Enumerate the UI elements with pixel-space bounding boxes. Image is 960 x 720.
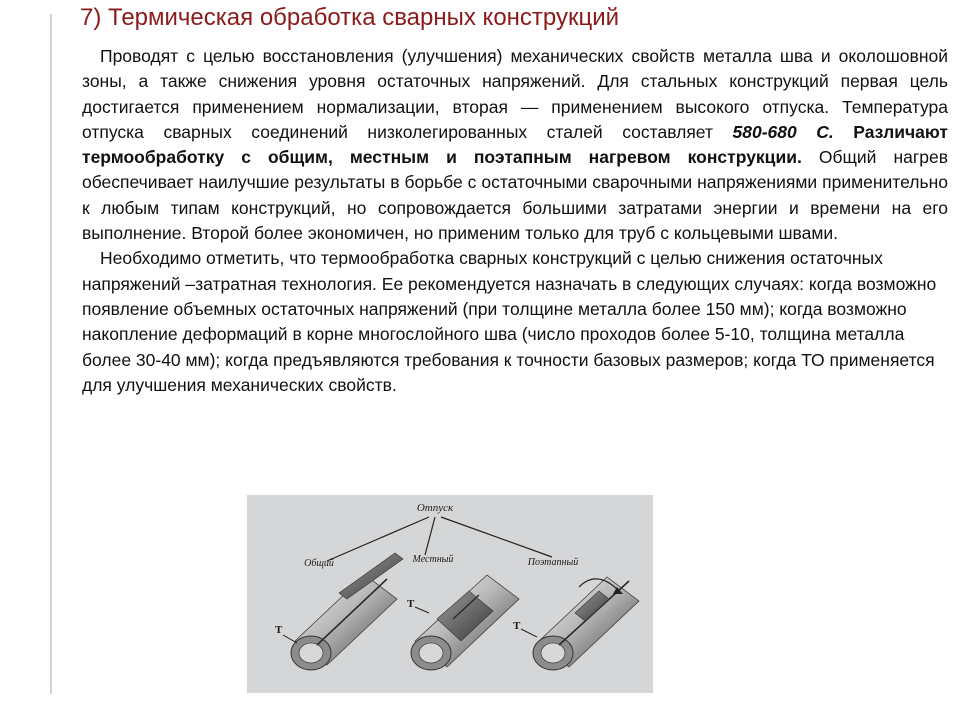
root-label: Отпуск bbox=[416, 502, 454, 514]
t-leader-general bbox=[283, 635, 297, 643]
tempering-diagram-svg bbox=[247, 495, 653, 693]
body-text bbox=[82, 44, 948, 398]
t-leader-local bbox=[415, 607, 429, 613]
temperature-range: 580-680 С. bbox=[732, 121, 834, 142]
branch-label-general: Общий bbox=[304, 558, 334, 569]
pipe-stepwise bbox=[513, 577, 639, 670]
heating-types-statement: Различают термообработку с общим, местным и поэтапным нагревом конструкции. bbox=[82, 121, 948, 168]
paragraph-2: Необходимо отметить, что термообработка сварных конструкций с целью снижения остаточных напряжений –затратная технология. Ее рекомендуется назначать в следующих случаях: когда возможно появление объемных остаточных напряжений (при толщине металла более 150 мм); когда возможно накопление деформаций в корне многослойного шва (число проходов более 5-10, толщина металла более 30-40 мм); когда предъявляются требования к точности базовых размеров; когда ТО применяется для улучшения механических свойств. bbox=[82, 248, 937, 395]
branch-line-local bbox=[425, 517, 435, 555]
t-label-stepwise: T bbox=[513, 620, 521, 632]
paragraph-1 bbox=[82, 44, 948, 246]
branch-label-local: Местный bbox=[412, 554, 454, 565]
left-rule bbox=[50, 14, 52, 694]
branch-line-stepwise bbox=[441, 517, 552, 557]
t-leader-stepwise bbox=[521, 629, 537, 637]
branch-label-stepwise: Поэтапный bbox=[527, 557, 579, 568]
paragraph-1-intro: Проводят с целью восстановления (улучшения) механических свойств металла шва и околошовной зоны, а также снижения уровня остаточных напряжений. Для стальных конструкций первая цель достигается применением нормализации, вторая — применением высокого отпуска. Температура отпуска сварных соединений низколегированных сталей составляет bbox=[82, 46, 948, 142]
pipe-local bbox=[407, 575, 519, 670]
pipe-general bbox=[275, 553, 403, 670]
t-label-general: T bbox=[275, 624, 283, 636]
tempering-diagram bbox=[247, 495, 653, 693]
slide-title: 7) Термическая обработка сварных конструкций bbox=[80, 4, 620, 31]
paragraph-1-rest: Общий нагрев обеспечивает наилучшие результаты в борьбе с остаточными сварочными напряжениями применительно к любым типам конструкций, но сопровождается большими затратами энергии и времени на его выполнение. Второй более экономичен, но применим только для труб с кольцевыми швами. bbox=[82, 147, 948, 244]
t-label-local: T bbox=[407, 598, 415, 610]
